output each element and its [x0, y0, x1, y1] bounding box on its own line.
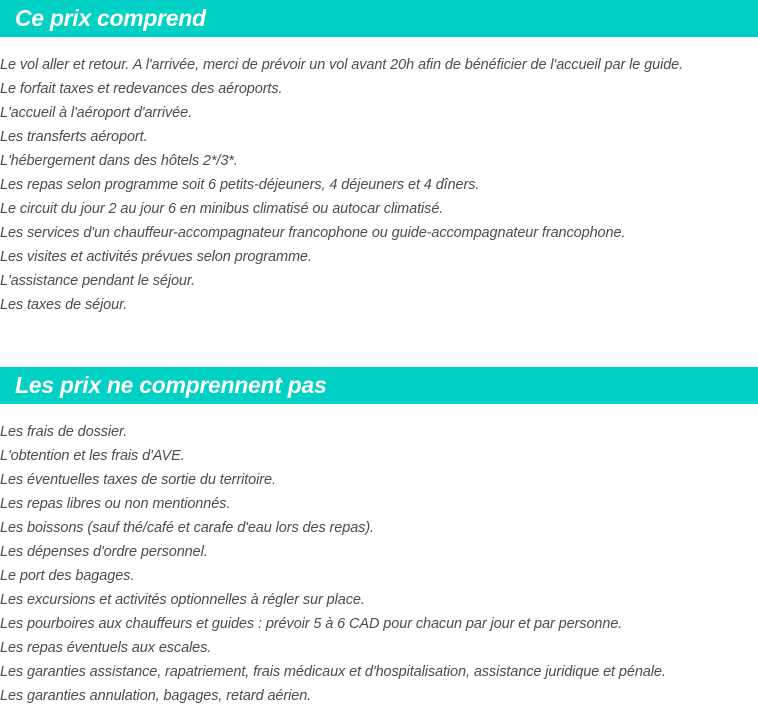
- list-item: Le vol aller et retour. A l'arrivée, merci de prévoir un vol avant 20h afin de bénéficier de l'accueil par le guide.: [0, 57, 684, 73]
- list-item: Les garanties annulation, bagages, retard aérien.: [0, 688, 312, 704]
- list-item: Le circuit du jour 2 au jour 6 en minibus climatisé ou autocar climatisé.: [0, 201, 444, 217]
- list-item: Les boissons (sauf thé/café et carafe d'eau lors des repas).: [0, 520, 374, 536]
- price-excludes-title: Les prix ne comprennent pas: [15, 372, 327, 398]
- list-item: L'hébergement dans des hôtels 2*/3*.: [0, 153, 238, 169]
- list-item: Le port des bagages.: [0, 568, 135, 584]
- list-item: Les garanties assistance, rapatriement, frais médicaux et d'hospitalisation, assistance juridique et pénale.: [0, 664, 666, 680]
- list-item: Les services d'un chauffeur-accompagnateur francophone ou guide-accompagnateur francophone.: [0, 225, 626, 241]
- price-excludes-header: [0, 367, 758, 404]
- price-includes-header: [0, 0, 758, 37]
- price-includes-title: Ce prix comprend: [15, 5, 206, 31]
- price-includes-list: [0, 53, 758, 317]
- list-item: Les dépenses d'ordre personnel.: [0, 544, 208, 560]
- price-includes-section: [0, 0, 758, 317]
- list-item: Les visites et activités prévues selon programme.: [0, 249, 312, 265]
- list-item: L'obtention et les frais d'AVE.: [0, 448, 185, 464]
- list-item: Les excursions et activités optionnelles à régler sur place.: [0, 592, 365, 608]
- price-excludes-list: [0, 420, 758, 708]
- list-item: L'accueil à l'aéroport d'arrivée.: [0, 105, 192, 121]
- list-item: Les taxes de séjour.: [0, 297, 128, 313]
- list-item: Les éventuelles taxes de sortie du territoire.: [0, 472, 276, 488]
- price-excludes-section: [0, 367, 758, 708]
- list-item: L'assistance pendant le séjour.: [0, 273, 196, 289]
- list-item: Les repas libres ou non mentionnés.: [0, 496, 231, 512]
- list-item: Le forfait taxes et redevances des aéroports.: [0, 81, 283, 97]
- list-item: Les transferts aéroport.: [0, 129, 148, 145]
- list-item: Les pourboires aux chauffeurs et guides : prévoir 5 à 6 CAD pour chacun par jour et par personne.: [0, 616, 623, 632]
- list-item: Les repas éventuels aux escales.: [0, 640, 212, 656]
- list-item: Les repas selon programme soit 6 petits-déjeuners, 4 déjeuners et 4 dîners.: [0, 177, 480, 193]
- list-item: Les frais de dossier.: [0, 424, 128, 440]
